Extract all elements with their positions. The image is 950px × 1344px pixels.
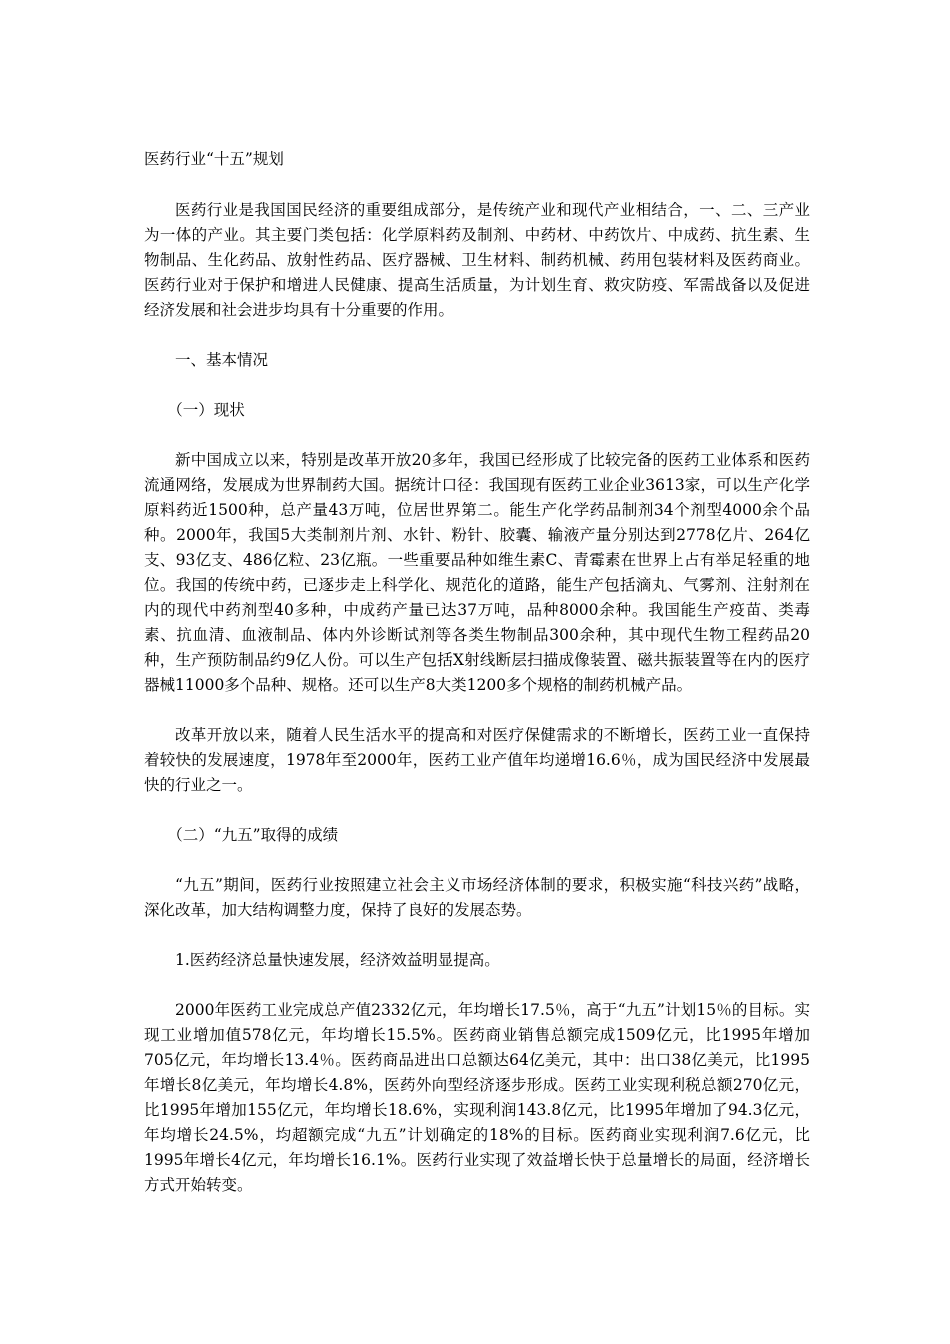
- intro-paragraph: 医药行业是我国国民经济的重要组成部分，是传统产业和现代产业相结合，一、二、三产业为一体的产业。其主要门类包括：化学原料药及制剂、中药材、中药饮片、中成药、抗生素、生物制品、生化药品、放射性药品、医疗器械、卫生材料、制药机械、药用包装材料及医药商业。医药行业对于保护和增进人民健康、提高生活质量，为计划生育、救灾防疫、军需战备以及促进经济发展和社会进步均具有十分重要的作用。: [144, 201, 810, 319]
- subsection-heading-status: （一）现状: [167, 401, 245, 419]
- document-title: 医药行业“十五”规划: [144, 150, 284, 168]
- subsection-heading-achievements: （二）“九五”取得的成绩: [167, 826, 339, 844]
- point-1-paragraph: 2000年医药工业完成总产值2332亿元，年均增长17.5％，高于“九五”计划15％的目标。实现工业增加值578亿元，年均增长15.5%。医药商业销售总额完成1509亿元，比1995年增加705亿元，年均增长13.4％。医药商品进出口总额达64亿美元，其中：出口38亿美元，比1995年增长8亿美元，年均增长4.8%，医药外向型经济逐步形成。医药工业实现利税总额270亿元，比1995年增加155亿元，年均增长18.6%，实现利润143.8亿元，比1995年增加了94.3亿元，年均增长24.5%，均超额完成“九五”计划确定的18%的目标。医药商业实现利润7.6亿元，比1995年增长4亿元，年均增长16.1%。医药行业实现了效益增长快于总量增长的局面，经济增长方式开始转变。: [144, 1001, 810, 1194]
- status-paragraph-2: 改革开放以来，随着人民生活水平的提高和对医疗保健需求的不断增长，医药工业一直保持着较快的发展速度，1978年至2000年，医药工业产值年均递增16.6％，成为国民经济中发展最快的行业之一。: [144, 726, 810, 794]
- achievements-intro-paragraph: “九五”期间，医药行业按照建立社会主义市场经济体制的要求，积极实施“科技兴药”战略，深化改革，加大结构调整力度，保持了良好的发展态势。: [144, 876, 810, 919]
- status-paragraph-1: 新中国成立以来，特别是改革开放20多年，我国已经形成了比较完备的医药工业体系和医药流通网络，发展成为世界制药大国。据统计口径：我国现有医药工业企业3613家，可以生产化学原料药近1500种，总产量43万吨，位居世界第二。能生产化学药品制剂34个剂型4000余个品种。2000年，我国5大类制剂片剂、水针、粉针、胶囊、输液产量分别达到2778亿片、264亿支、93亿支、486亿粒、23亿瓶。一些重要品种如维生素C、青霉素在世界上占有举足轻重的地位。我国的传统中药，已逐步走上科学化、规范化的道路，能生产包括滴丸、气雾剂、注射剂在内的现代中药剂型40多种，中成药产量已达37万吨，品种8000余种。我国能生产疫苗、类毒素、抗血清、血液制品、体内外诊断试剂等各类生物制品300余种，其中现代生物工程药品20种，生产预防制品约9亿人份。可以生产包括X射线断层扫描成像装置、磁共振装置等在内的医疗器械11000多个品种、规格。还可以生产8大类1200多个规格的制药机械产品。: [144, 451, 810, 694]
- point-1-heading: 1.医药经济总量快速发展，经济效益明显提高。: [175, 951, 500, 969]
- section-heading-basic: 一、基本情况: [175, 351, 269, 369]
- document-body: [144, 147, 810, 1223]
